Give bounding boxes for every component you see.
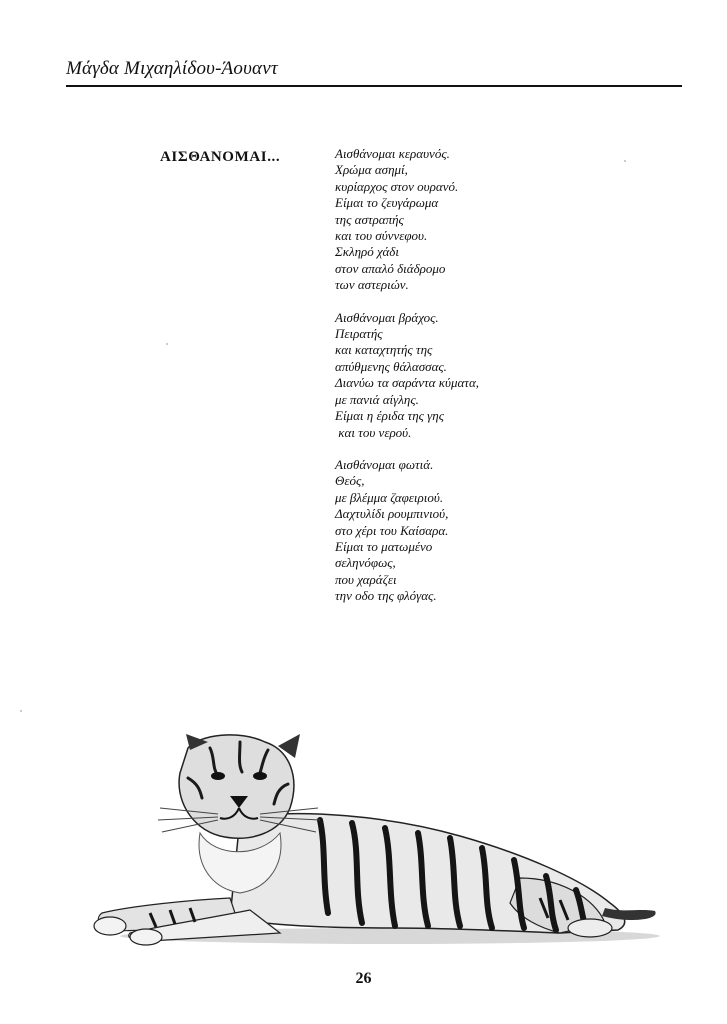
paper-speck	[20, 710, 22, 712]
verse-line: και του νερού.	[335, 424, 412, 440]
verse-line: που χαράζει	[335, 571, 397, 587]
verse-line: Είμαι το ζευγάρωμα	[335, 195, 439, 211]
tiger-illustration	[90, 728, 660, 948]
header-rule	[66, 85, 682, 87]
verse-line: Αισθάνομαι βράχος.	[335, 309, 439, 325]
verse-line: των αστεριών.	[335, 277, 409, 293]
verse-line: Σκληρό χάδι	[335, 244, 399, 260]
running-header: Μάγδα Μιχαηλίδου-Άουαντ	[66, 58, 278, 79]
verse-line: με πανιά αίγλης.	[335, 391, 419, 407]
verse-line: στον απαλό διάδρομο	[335, 260, 446, 276]
verse-line: στο χέρι του Καίσαρα.	[335, 522, 449, 538]
verse-line: κυρίαρχος στον ουρανό.	[335, 178, 459, 194]
verse-line: Δαχτυλίδι ρουμπινιού,	[335, 506, 449, 522]
verse-line: Αισθάνομαι κεραυνός.	[335, 146, 450, 161]
poem-title: ΑΙΣΘΑΝΟΜΑΙ...	[160, 149, 281, 165]
verse-line: Είμαι η έριδα της γης	[335, 408, 445, 424]
paper-speck	[624, 160, 626, 162]
verse-line: με βλέμμα ζαφειριού.	[335, 489, 444, 505]
verse-line: Πειρατής	[335, 326, 383, 342]
stanza	[335, 457, 675, 605]
poem-body	[335, 146, 675, 621]
verse-line: Διανύω τα σαράντα κύματα,	[335, 375, 480, 391]
verse-line: απύθμενης θάλασσας.	[335, 358, 447, 374]
verse-line: και του σύννεφου.	[335, 228, 428, 244]
page-number: 26	[355, 970, 372, 987]
verse-line: και καταχτητής της	[335, 342, 433, 358]
stanza	[335, 310, 675, 441]
verse-line: της αστραπής	[335, 211, 404, 227]
verse-line: την οδο της φλόγας.	[335, 588, 437, 604]
paper-speck	[166, 343, 168, 345]
verse-line: Αισθάνομαι φωτιά.	[335, 456, 434, 472]
verse-line: Είμαι το ματωμένο	[335, 538, 433, 554]
verse-line: Θεός,	[335, 473, 365, 489]
stanza	[335, 146, 675, 294]
verse-line: σεληνόφως,	[335, 555, 396, 571]
verse-line: Χρώμα ασημί,	[335, 162, 408, 178]
